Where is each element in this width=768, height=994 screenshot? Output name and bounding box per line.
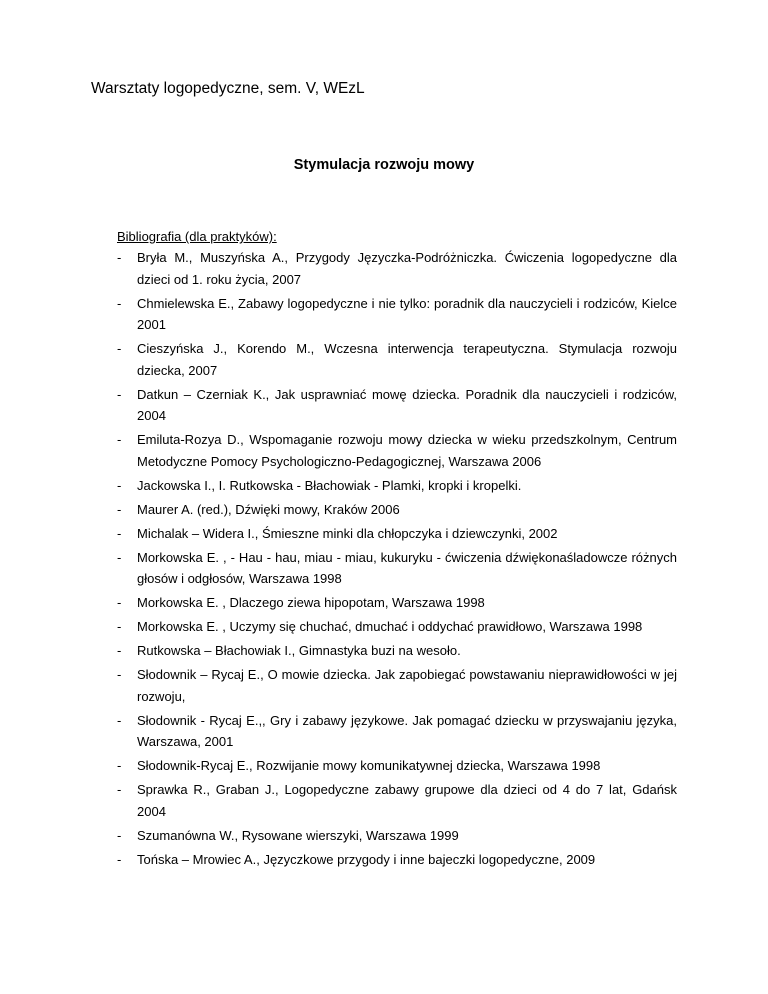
bullet-dash: - — [117, 643, 122, 658]
bibliography-entry: Chmielewska E., Zabawy logopedyczne i nie tylko: poradnik dla nauczycieli i rodziców, Kielce 2001 — [137, 295, 677, 332]
bullet-dash: - — [117, 851, 122, 867]
bullet-dash: - — [117, 341, 122, 356]
bibliography-entry: Bryła M., Muszyńska A., Przygody Języczka-Podróżniczka. Ćwiczenia logopedyczne dla dzieci od 1. roku życia, 2007 — [137, 250, 677, 287]
bullet-dash: - — [117, 667, 122, 682]
bullet-dash: - — [117, 619, 122, 634]
bibliography-entry: Słodownik-Rycaj E., Rozwijanie mowy komunikatywnej dziecka, Warszawa 1998 — [137, 758, 601, 773]
bibliography-entry: Cieszyńska J., Korendo M., Wczesna interwencja terapeutyczna. Stymulacja rozwoju dziecka, 2007 — [137, 341, 677, 378]
bibliography-entry: Szumanówna W., Rysowane wierszyki, Warszawa 1999 — [137, 827, 459, 843]
bibliography-item — [117, 664, 677, 707]
bibliography-heading: Bibliografia (dla praktyków): — [117, 229, 277, 244]
bibliography-entry: Sprawka R., Graban J., Logopedyczne zabawy grupowe dla dzieci od 4 do 7 lat, Gdańsk 2004 — [137, 782, 677, 819]
bibliography-entry: Michalak – Widera I., Śmieszne minki dla chłopczyka i dziewczynki, 2002 — [137, 525, 558, 541]
bibliography-entry: Słodownik – Rycaj E., O mowie dziecka. Jak zapobiegać powstawaniu nieprawidłowości w jej rozwoju, — [137, 667, 677, 704]
bibliography-item — [117, 475, 677, 497]
bibliography-entry: Morkowska E. , - Hau - hau, miau - miau, kukuryku - ćwiczenia dźwiękonaśladowcze różnych głosów i odgłosów, Warszawa 1998 — [137, 549, 677, 586]
bibliography-entry: Słodownik - Rycaj E.,, Gry i zabawy językowe. Jak pomagać dziecku w przyswajaniu języka, Warszawa, 2001 — [137, 712, 677, 749]
bibliography-entry: Tońska – Mrowiec A., Języczkowe przygody i inne bajeczki logopedyczne, 2009 — [137, 851, 596, 867]
document-header: Warsztaty logopedyczne, sem. V, WEzL — [91, 80, 365, 97]
bibliography-item — [117, 779, 677, 822]
bullet-dash: - — [117, 250, 122, 265]
bibliography-entry: Morkowska E. , Dlaczego ziewa hipopotam, Warszawa 1998 — [137, 595, 485, 610]
bullet-dash: - — [117, 595, 122, 610]
bullet-dash: - — [117, 501, 122, 517]
bibliography-item — [117, 849, 677, 871]
bullet-dash: - — [117, 386, 122, 402]
bibliography-item — [117, 499, 677, 521]
bibliography-item — [117, 640, 677, 662]
bullet-dash: - — [117, 782, 122, 797]
bullet-dash: - — [117, 758, 122, 773]
bullet-dash: - — [117, 477, 122, 493]
bullet-dash: - — [117, 295, 122, 311]
bullet-dash: - — [117, 712, 122, 728]
bibliography-item — [117, 616, 677, 638]
bibliography-item — [117, 384, 677, 427]
bibliography-item — [117, 429, 677, 472]
bibliography-item — [117, 247, 677, 290]
bibliography-entry: Datkun – Czerniak K., Jak usprawniać mowę dziecka. Poradnik dla nauczycieli i rodziców, 2004 — [137, 386, 677, 423]
document-title: Stymulacja rozwoju mowy — [293, 157, 475, 173]
bibliography-item — [117, 547, 677, 590]
bibliography-entry: Maurer A. (red.), Dźwięki mowy, Kraków 2006 — [137, 501, 400, 517]
bullet-dash: - — [117, 827, 122, 843]
bibliography-item — [117, 710, 677, 753]
bibliography-item — [117, 592, 677, 614]
bullet-dash: - — [117, 432, 122, 447]
bibliography-item — [117, 825, 677, 847]
bibliography-list — [117, 247, 677, 873]
bibliography-item — [117, 293, 677, 336]
bibliography-entry: Emiluta-Rozya D., Wspomaganie rozwoju mowy dziecka w wieku przedszkolnym, Centrum Metodyczne Pomocy Psychologiczno-Pedagogicznej, Warszawa 2006 — [137, 432, 677, 469]
bullet-dash: - — [117, 549, 122, 565]
bibliography-item — [117, 338, 677, 381]
bibliography-item — [117, 523, 677, 545]
bibliography-entry: Rutkowska – Błachowiak I., Gimnastyka buzi na wesoło. — [137, 643, 461, 658]
bibliography-entry: Morkowska E. , Uczymy się chuchać, dmuchać i oddychać prawidłowo, Warszawa 1998 — [137, 619, 643, 634]
bullet-dash: - — [117, 525, 122, 541]
bibliography-item — [117, 755, 677, 777]
bibliography-entry: Jackowska I., I. Rutkowska - Błachowiak - Plamki, kropki i kropelki. — [137, 477, 522, 493]
